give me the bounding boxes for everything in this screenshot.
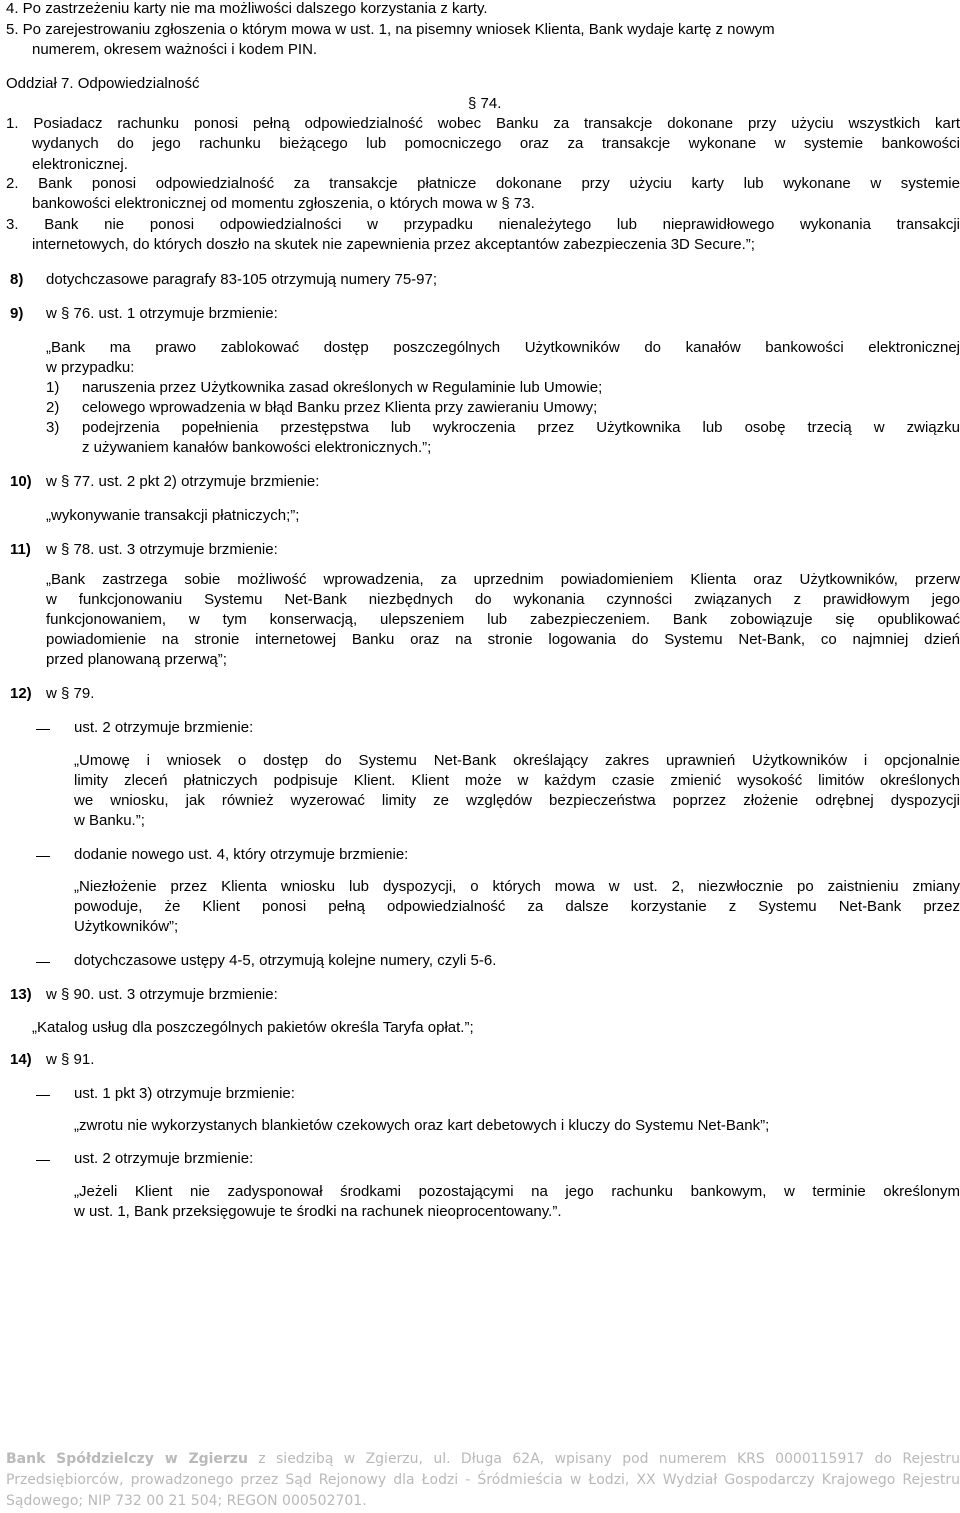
dash-bullet	[36, 1095, 50, 1096]
amendment-9-item1: naruszenia przez Użytkownika zasad określonych w Regulaminie lub Umowie;	[82, 379, 603, 396]
footer-bank-name: Bank Spółdzielczy w Zgierzu	[6, 1451, 248, 1467]
item-4: 4. Po zastrzeżeniu karty nie ma możliwości dalszego korzystania z karty.	[6, 0, 488, 17]
amendment-10-text: w § 77. ust. 2 pkt 2) otrzymuje brzmienie:	[46, 473, 320, 490]
amendment-13-quote: „Katalog usług dla poszczególnych pakietów określa Taryfa opłat.”;	[32, 1019, 474, 1036]
amendment-9-quote-line1: „Bank ma prawo zablokować dostęp poszczególnych Użytkowników do kanałów bankowości elektronicznej	[46, 339, 960, 356]
amendment-9-item2: celowego wprowadzenia w błąd Banku przez Klienta przy zawieraniu Umowy;	[82, 399, 598, 416]
amendment-12-dash1-quote-line4: w Banku.”;	[74, 812, 145, 829]
amendment-12-dash2-quote-line1: „Niezłożenie przez Klienta wniosku lub dyspozycji, o których mowa w ust. 2, niezwłocznie po zaistnieniu zmiany	[74, 878, 960, 895]
amendment-9-item1-number: 1)	[46, 379, 60, 396]
amendment-12-dash3: dotychczasowe ustępy 4-5, otrzymują kolejne numery, czyli 5-6.	[74, 952, 497, 969]
amendment-14-number: 14)	[10, 1051, 32, 1068]
footer-line3: Sądowego; NIP 732 00 21 504; REGON 000502701.	[6, 1493, 367, 1509]
amendment-9-text: w § 76. ust. 1 otrzymuje brzmienie:	[46, 305, 278, 322]
amendment-11-number: 11)	[10, 541, 31, 558]
amendment-14-dash1-quote: „zwrotu nie wykorzystanych blankietów czekowych oraz kart debetowych i kluczy do Systemu Net-Bank”;	[74, 1117, 770, 1134]
amendment-12-number: 12)	[10, 685, 32, 702]
item-5-line1: 5. Po zarejestrowaniu zgłoszenia o którym mowa w ust. 1, na pisemny wniosek Klienta, Bank wydaje kartę z nowym	[6, 21, 775, 38]
footer-line1	[6, 1449, 960, 1470]
amendment-8-number: 8)	[10, 271, 24, 288]
dash-bullet	[36, 856, 50, 857]
para74-point1-line1: 1. Posiadacz rachunku ponosi pełną odpowiedzialność wobec Banku za transakcje dokonane przy użyciu wszystkich kart	[6, 115, 960, 132]
amendment-12-dash2: dodanie nowego ust. 4, który otrzymuje brzmienie:	[74, 846, 409, 863]
footer-line1-text: z siedzibą w Zgierzu, ul. Długa 62A, wpisany pod numerem KRS 0000115917 do Rejestru	[247, 1451, 960, 1467]
dash-bullet	[36, 962, 50, 963]
amendment-9-number: 9)	[10, 305, 24, 322]
paragraph-74-heading: § 74.	[468, 95, 502, 112]
page-footer	[6, 1449, 960, 1512]
amendment-14-dash1: ust. 1 pkt 3) otrzymuje brzmienie:	[74, 1085, 295, 1102]
amendment-13-number: 13)	[10, 986, 32, 1003]
amendment-12-dash1-quote-line3: we wniosku, jak również wyzerować limity ze względów bezpieczeństwa poprzez złożenie odrębnej dyspozycji	[74, 792, 960, 809]
amendment-11-quote-line3: funkcjonowaniem, w tym konserwacją, ulepszeniem lub zabezpieczeniem. Bank zobowiązuje się opublikować	[46, 611, 960, 628]
amendment-11-quote-line1: „Bank zastrzega sobie możliwość wprowadzenia, za uprzednim powiadomieniem Klienta oraz Użytkowników, przerw	[46, 571, 960, 588]
para74-point3-line2: internetowych, do których doszło na skutek nie zapewnienia przez akceptantów zabezpieczenia 3D Secure.”;	[32, 236, 755, 253]
amendment-14-dash2: ust. 2 otrzymuje brzmienie:	[74, 1150, 254, 1167]
amendment-8-text: dotychczasowe paragrafy 83-105 otrzymują numery 75-97;	[46, 271, 438, 288]
footer-line2: Przedsiębiorców, prowadzonego przez Sąd Rejonowy dla Łodzi - Śródmieścia w Łodzi, XX Wydział Gospodarczy Krajowego Rejestru	[6, 1472, 960, 1488]
amendment-13-text: w § 90. ust. 3 otrzymuje brzmienie:	[46, 986, 278, 1003]
section-heading: Oddział 7. Odpowiedzialność	[6, 75, 200, 92]
amendment-14-dash2-quote-line2: w ust. 1, Bank przeksięgowuje te środki na rachunek nieoprocentowany.”.	[74, 1203, 562, 1220]
amendment-14-text: w § 91.	[46, 1051, 95, 1068]
para74-point1-line3: elektronicznej.	[32, 156, 128, 173]
amendment-14-dash2-quote-line1: „Jeżeli Klient nie zadysponował środkami pozostającymi na jego rachunku bankowym, w terminie określonym	[74, 1183, 960, 1200]
amendment-11-quote-line5: przed planowaną przerwą”;	[46, 651, 227, 668]
amendment-9-item2-number: 2)	[46, 399, 60, 416]
amendment-11-quote-line4: powiadomienie na stronie internetowej Banku oraz na stronie logowania do Systemu Net-Bank, co najmniej dzień	[46, 631, 960, 648]
amendment-9-quote-line2: w przypadku:	[46, 359, 135, 376]
amendment-9-item3-line2: z używaniem kanałów bankowości elektronicznych.”;	[82, 439, 432, 456]
para74-point3-line1: 3. Bank nie ponosi odpowiedzialności w przypadku nienależytego lub nieprawidłowego wykonania transakcji	[6, 216, 960, 233]
amendment-12-dash2-quote-line2: powoduje, że Klient ponosi pełną odpowiedzialność za dalsze korzystanie z Systemu Net-Bank przez	[74, 898, 960, 915]
dash-bullet	[36, 1160, 50, 1161]
amendment-12-dash2-quote-line3: Użytkowników”;	[74, 918, 179, 935]
amendment-11-quote-line2: w funkcjonowaniu Systemu Net-Bank niezbędnych do wykonania czynności związanych z prawidłowym jego	[46, 591, 960, 608]
dash-bullet	[36, 729, 50, 730]
amendment-10-quote: „wykonywanie transakcji płatniczych;”;	[46, 507, 300, 524]
amendment-11-text: w § 78. ust. 3 otrzymuje brzmienie:	[46, 541, 278, 558]
amendment-9-item3-line1: podejrzenia popełnienia przestępstwa lub wykroczenia przez Użytkownika lub osobę trzecią w związku	[82, 419, 960, 436]
amendment-12-dash1: ust. 2 otrzymuje brzmienie:	[74, 719, 254, 736]
amendment-9-item3-number: 3)	[46, 419, 60, 436]
amendment-12-dash1-quote-line2: limity zleceń płatniczych podpisuje Klient. Klient może w każdym czasie zmienić wysokość limitów określonych	[74, 772, 960, 789]
item-5-line2: numerem, okresem ważności i kodem PIN.	[32, 41, 318, 58]
amendment-12-text: w § 79.	[46, 685, 95, 702]
para74-point1-line2: wydanych do jego rachunku bieżącego lub pomocniczego oraz za transakcje wykonane w systemie bankowości	[32, 135, 960, 152]
para74-point2-line2: bankowości elektronicznej od momentu zgłoszenia, o których mowa w § 73.	[32, 195, 535, 212]
amendment-12-dash1-quote-line1: „Umowę i wniosek o dostęp do Systemu Net-Bank określający zakres uprawnień Użytkowników i opcjonalnie	[74, 752, 960, 769]
amendment-10-number: 10)	[10, 473, 32, 490]
para74-point2-line1: 2. Bank ponosi odpowiedzialność za transakcje płatnicze dokonane przy użyciu karty lub wykonane w systemie	[6, 175, 960, 192]
